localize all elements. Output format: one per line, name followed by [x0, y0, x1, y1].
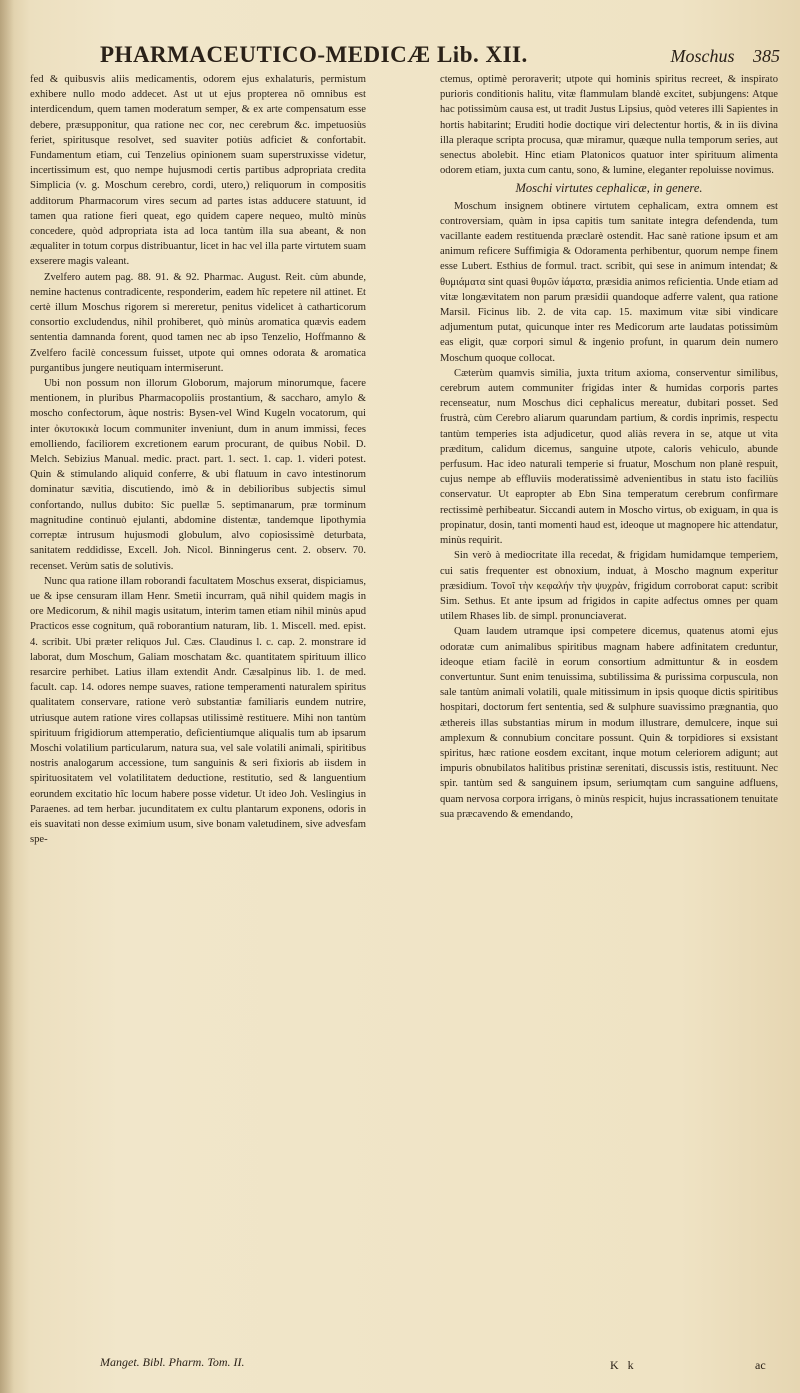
page-number: 385	[753, 46, 780, 66]
paragraph: Zvelfero autem pag. 88. 91. & 92. Pharmac. August. Reit. cùm abunde, nemine hactenus contradicente, responderim, eadem hîc repetere nil attinet. Et certè illum Moschus rigorem si mereretur, penitus videlicet à catharticorum consortio excludendus, nihil prohiberet, quò minùs aromatica quævis eadem sententia damnanda forent, quod tamen nec ab ipso Tenzelio, Hoffmanno & Zvelfero facilè concessum fuisset, utpote qui omnes odorata & aromatica purgantibus jungere neutiquam intermiserunt.	[30, 271, 366, 374]
catchword: ac	[755, 1358, 766, 1372]
paragraph: ctemus, optimè peroraverit; utpote qui hominis spiritus recreet, & inspirato puriorìs conditionis halitu, vitæ flammulam blandè excitet, subjungens: Atque hac potissimùm causa est, ut tradit Justus Lipsius, quòd veteres illi Sapientes in hortis habitarint; Eruditi hodie doctique viri delectentur hortis, & in iis divina illa pleraque scripta procusa, quæ miramur, quæque nulla temporum series, aut senectus abolebit. Hinc etiam Platonicos quatuor inter spirituum alimenta odorem etiam, juxta cum cantu, sono, & lumine, eleganter repoluisse novimus.	[440, 74, 778, 177]
right-column	[440, 72, 778, 822]
binding-shadow	[0, 0, 14, 1393]
paragraph: Ubi non possum non illorum Globorum, majorum minorumque, facere mentionem, in pluribus Pharmacopoliis prostantium, & saccharo, amylo & moscho confectorum, àque nostris: Bysen-vel Wind Kugeln vocatorum, qui inter ὀκυτοκικὰ locum communiter inveniunt, dum in anum immissi, feces emolliendo, faciliorem excretionem earum procurant, de quibus Nobil. D. Melch. Sebizius Manual. medic. pract. part. 1. sect. 1. cap. 1. videri potest. Quin & stimulando aliquid conferre, & ubi flatuum in cavo intestinorum dominatur sævitia, discutiendo, imò & in debilioribus subjectis simul confortando, nullus dubito: Sic puellæ 5. septimanarum, præ torminum magnitudine continuò ejulanti, abdomine distentæ, tandemque lipothymia correptæ intrusum hujusmodi globulum, alvo copiosissimè deturbata, sanitatem reddidisse, Excell. Joh. Nicol. Binningerus cent. 2. observ. 70. recenset. Verùm satis de solutivis.	[30, 378, 366, 572]
section-heading: Moschi virtutes cephalicæ, in genere.	[515, 181, 703, 196]
signature-mark: K k	[610, 1358, 637, 1372]
paragraph: Cæterùm quamvis similia, juxta tritum axioma, conserventur similibus, cerebrum autem communiter frigidas inter & humidas corporis partes recenseatur, num Moschus dici cephalicus mereatur, dubitari posset. Sed frustrà, cùm Cerebro aliarum quarundam partium, & cordis inprimis, respectu tantùm temperies ista adjudicetur, quod aliàs revera in se, atque ut vita præditum, calidum dicemus, sanguine utpote, caloris vehiculo, abunde perfusum. Hac ideo naturali temperie si fruatur, Moschum non planè respuit, cujus nempe ab effluviis moderatissimè advenientibus in statu isto faciliùs conservatur. Ut eapropter ab Ebn Sina temperatum cerebrum confirmare rectissimè perhibeatur. Siccandi autem in Moscho virtus, ob exiguam, in qua is propinatur, dosin, tanti momenti haud est, ideoque ut magnopere hic attendatur, minùs requirit.	[440, 367, 778, 547]
footer-note: Manget. Bibl. Pharm. Tom. II.	[100, 1355, 245, 1369]
section-name: Moschus	[670, 46, 735, 66]
paragraph: fed & quibusvis aliis medicamentis, odorem ejus exhalaturis, permistum exhibere nullo modo addecet. Ast ut ut ejus propterea nō omnibus est interdicendum, quem tamen moderatum semper, & ex arte compensatum esse debere, præsupponitur, qua ratione nec cor, nec cerebrum &c. impetuosiùs feriet, spiritusque resolvet, sed suaviter potiùs adficiet & confortabit. Fundamentum etiam, cui Tenzelius opinionem suam superstruxisse videtur, incertissimum est, quo nempe hujusmodi certis partibus adpropriata credita Simplicia (v. g. Moschum cerebro, cordi, utero,) reliquorum in compositis additorum Pharmacorum vires secum ad partes istas adducere statuunt, id tamen qua ratione fieri queat, ego quidem capere nequeo, multò minùs concedere, quòd adpropriata ista ad loca tantùm illa sua abeant, & non æqualiter in totum corpus distribuantur, licet in hac vel illa parte virtutem suam exserere magis valeant.	[30, 74, 366, 268]
left-column	[30, 72, 366, 847]
paragraph: Quam laudem utramque ipsi competere dicemus, quatenus atomi ejus odoratæ cum animalibus spiritibus magnam habere adfinitatem creduntur, ideoque etiam facilè in eorum consortium admittuntur & in eosdem convertuntur. Sunt enim tenuissima, subtilissima & purissima corpuscula, non sale tantùm animali volatili, quale mitissimum in ipsis quoque dictis spiritibus hospitari, doctorum fert sententia, sed & sulphure suavissimo prægnantia, quo æthereis illas substantias mirum in modum illustrare, demulcere, inque sui amplexum & connubium concitare possunt. Quin & torpidiores si exsistant spiritus, hæc ratione eosdem excitant, inque motum celeriorem adigunt; aut impuris obnubilatos halitibus pristinæ serenitati, discussis istis, restituunt. Nec spir. tantùm sed & sanguinem ipsum, seriumqtam cum sanguine adfluens, quam nervosa corpora irrigans, ò minùs respicit, hujus incrassationem tenuitate sua præcavendo & emendando,	[440, 626, 778, 820]
running-header	[100, 42, 780, 70]
running-header-right	[657, 46, 781, 67]
paragraph: Nunc qua ratione illam roborandi facultatem Moschus exserat, dispiciamus, ue & ipse censuram illam Henr. Smetii incurram, quā nihil quidem magis in ore Medicorum, & nihil magis usitatum, interim tamen etiam nihil minùs apud Practicos esse cognitum, quā roborantium naturam, lib. 1. Miscell. med. epist. 4. scribit. Ubi præter reliquos Jul. Cæs. Claudinus l. c. cap. 2. monstrare id laborat, dum Moschum, Galiam moschatam &c. quantitatem spirituum illico resarcire perhibet. Latius illam extendit Andr. Cæsalpinus lib. 1. de med. facult. cap. 14. odores nempe suaves, ratione temperamenti naturalem spiritus qualitatem conservare, ratione verò substantiæ familiaris eundem nutrire, utriusque autem ratione vires collapsas utilissimè restituere. Mihi non tantùm spirituum frigidiorum attemperatio, deficientiumque aliqualis tum ab ipsarum Moschi volatilium particularum, natura sua, vel sale volatili animali, spiritibus nostris analogarum accessione, tum sanguinis & seri fixioris ab iisdem in spirituositatem vel volatilitatem deductione, restitutio, sed & languentium eorundem excitatio hîc locum habere posse videtur. Ut ideo Joh. Veslingius in Paraenes. ad tem herbar. jucunditatem ex cultu plantarum exponens, odoris in eis suavitati non desse eximium usum, sive bonam valetudinem, sive advesfam spe-	[30, 575, 366, 846]
paragraph: Sin verò à mediocritate illa recedat, & frigidam humidamque temperiem, cui satis frequenter est obnoxium, induat, à Moscho magnum experitur præsidium. Τονοῖ τὴν κεφαλήν τὴν ψυχρὰν, frigidum corroborat caput: scribit Sim. Sethus. Et ante ipsum ad frigidos in capite adfectus omnes per quam utilem Rhases lib. de simpl. pronunciaverat.	[440, 550, 778, 623]
paragraph: Moschum insignem obtinere virtutem cephalicam, extra omnem est controversiam, quàm in ipsa capitis tum sanitate integra defendenda, tum vacillante eadem restituenda præclarè ostendit. Hac sanè ratione ipsum et am animum reficere Suffimigia & Odoramenta perhibentur, quorum nempe finem esse Lubert. Esthius de formul. tract. scribit, qui sese in animum intendat; & θυμιάματα sint quasi θυμῶν ἰάματα, præsidia animos reficientia. Unde etiam ad vitæ longævitatem non parum præsidii quandoque adferre valent, qua ratione Marsil. Ficinus lib. 2. de vita cap. 15. maximum vitæ sibi vindicare adjumentum putat, quicunque inter res Medicorum arte laudatas potissimùm eas eligit, quæ corpori simul & ingenio profunt, in quarum dein numero Moschum quoque collocat.	[440, 200, 778, 364]
running-title: PHARMACEUTICO-MEDICÆ Lib. XII.	[100, 42, 528, 67]
